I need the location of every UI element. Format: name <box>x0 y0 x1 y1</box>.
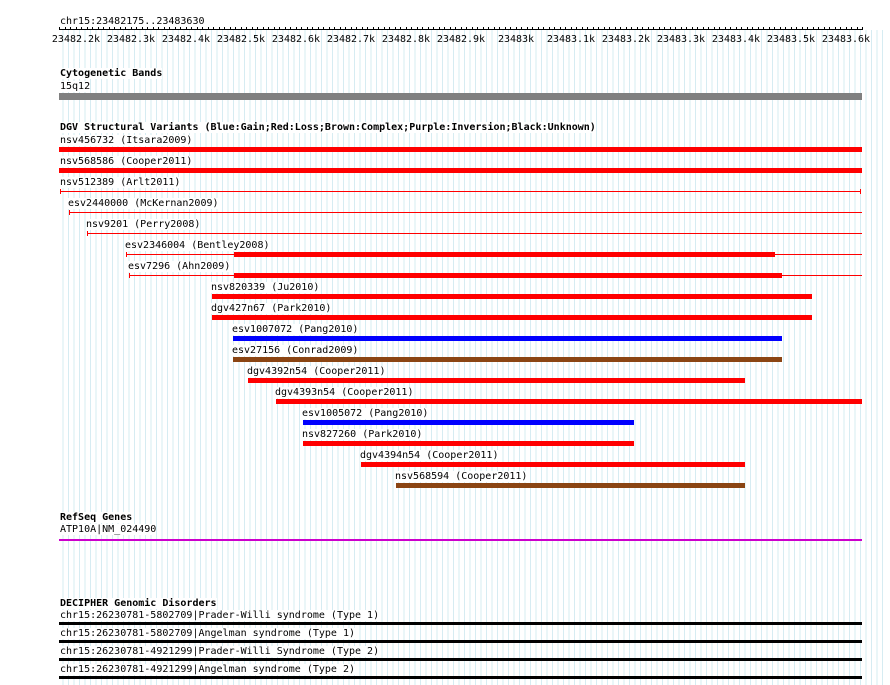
ruler-minor-tick <box>521 27 522 30</box>
ruler-tick-label: 23483.2k <box>601 34 651 45</box>
variant-bar-dgv4392n54[interactable] <box>248 378 745 383</box>
ruler-minor-tick <box>675 27 676 30</box>
variant-bar-dgv427n67[interactable] <box>212 315 812 320</box>
ruler-tick-label: 23483.1k <box>546 34 596 45</box>
ruler-minor-tick <box>186 27 187 30</box>
ruler-tick-label: 23482.9k <box>436 34 486 45</box>
ruler-minor-tick <box>318 27 319 30</box>
variant-label[interactable]: dgv4393n54 (Cooper2011) <box>275 387 414 398</box>
ruler-minor-tick <box>301 27 302 30</box>
ruler-minor-tick <box>197 27 198 30</box>
ruler-minor-tick <box>510 27 511 30</box>
variant-bar-nsv820339[interactable] <box>212 294 812 299</box>
ruler-tick-label: 23482.6k <box>271 34 321 45</box>
ruler-minor-tick <box>703 27 704 30</box>
ruler-minor-tick <box>175 27 176 30</box>
ruler-minor-tick <box>780 27 781 30</box>
ruler-minor-tick <box>477 27 478 30</box>
ruler-minor-tick <box>230 27 231 30</box>
ruler-tick-label: 23483.5k <box>766 34 816 45</box>
ruler-minor-tick <box>257 27 258 30</box>
variant-label[interactable]: nsv568594 (Cooper2011) <box>395 471 528 482</box>
ruler-minor-tick <box>400 27 401 30</box>
ruler-minor-tick <box>615 27 616 30</box>
ruler-minor-tick <box>648 27 649 30</box>
decipher-bar[interactable] <box>59 676 862 679</box>
ruler-minor-tick <box>439 27 440 30</box>
ruler-minor-tick <box>862 27 863 30</box>
decipher-bar[interactable] <box>59 658 862 661</box>
variant-bar-nsv568594[interactable] <box>396 483 745 488</box>
ruler-minor-tick <box>356 27 357 30</box>
ruler-minor-tick <box>807 27 808 30</box>
ruler-minor-tick <box>428 27 429 30</box>
ruler-minor-tick <box>593 27 594 30</box>
variant-cap <box>69 210 70 215</box>
ruler-minor-tick <box>791 27 792 30</box>
variant-cap <box>60 189 61 194</box>
cytoband-label: 15q12 <box>60 81 91 92</box>
variant-label[interactable]: nsv456732 (Itsara2009) <box>60 135 193 146</box>
ruler-minor-tick <box>538 27 539 30</box>
variant-bar-nsv827260[interactable] <box>303 441 634 446</box>
decipher-item-label[interactable]: chr15:26230781-5802709|Angelman syndrome (Type 1) <box>60 628 356 639</box>
variant-bar-esv7296[interactable] <box>234 273 782 278</box>
ruler-minor-tick <box>598 27 599 30</box>
ruler-minor-tick <box>92 27 93 30</box>
ruler-minor-tick <box>554 27 555 30</box>
variant-bar-esv2346004[interactable] <box>234 252 775 257</box>
ruler-minor-tick <box>98 27 99 30</box>
refseq-gene-intron-line[interactable] <box>59 539 862 541</box>
ruler-tick-label: 23483.4k <box>711 34 761 45</box>
ruler-minor-tick <box>136 27 137 30</box>
variant-label[interactable]: nsv9201 (Perry2008) <box>86 219 201 230</box>
ruler-minor-tick <box>670 27 671 30</box>
ruler-minor-tick <box>543 27 544 30</box>
ruler-minor-tick <box>752 27 753 30</box>
region-label: chr15:23482175..23483630 <box>60 16 205 27</box>
ruler-minor-tick <box>455 27 456 30</box>
ruler-minor-tick <box>741 27 742 30</box>
ruler-tick-label: 23483.3k <box>656 34 706 45</box>
ruler-minor-tick <box>417 27 418 30</box>
ruler-minor-tick <box>433 27 434 30</box>
ruler-minor-tick <box>472 27 473 30</box>
variant-label[interactable]: esv7296 (Ahn2009) <box>128 261 231 272</box>
variant-cap <box>126 252 127 257</box>
ruler-minor-tick <box>483 27 484 30</box>
ruler-minor-tick <box>340 27 341 30</box>
ruler-minor-tick <box>576 27 577 30</box>
ruler-minor-tick <box>65 27 66 30</box>
ruler-minor-tick <box>499 27 500 30</box>
ruler-minor-tick <box>818 27 819 30</box>
ruler-minor-tick <box>307 27 308 30</box>
ruler-minor-tick <box>461 27 462 30</box>
ruler-minor-tick <box>626 27 627 30</box>
variant-bar-dgv4394n54[interactable] <box>361 462 745 467</box>
ruler-minor-tick <box>235 27 236 30</box>
ruler-minor-tick <box>411 27 412 30</box>
ruler-minor-tick <box>362 27 363 30</box>
dgv-track-title: DGV Structural Variants (Blue:Gain;Red:Loss;Brown:Complex;Purple:Inversion;Black:Unknown) <box>60 122 596 133</box>
cytoband-bar[interactable] <box>59 93 862 100</box>
variant-label[interactable]: esv2346004 (Bentley2008) <box>125 240 270 251</box>
ruler-tick-label: 23482.5k <box>216 34 266 45</box>
ruler-minor-tick <box>582 27 583 30</box>
ruler-minor-tick <box>637 27 638 30</box>
ruler-minor-tick <box>609 27 610 30</box>
ruler-minor-tick <box>444 27 445 30</box>
variant-bar-esv1007072[interactable] <box>233 336 782 341</box>
ruler-minor-tick <box>131 27 132 30</box>
ruler-minor-tick <box>730 27 731 30</box>
ruler-minor-tick <box>406 27 407 30</box>
ruler-minor-tick <box>846 27 847 30</box>
decipher-track-title: DECIPHER Genomic Disorders <box>60 598 217 609</box>
ruler-minor-tick <box>681 27 682 30</box>
ruler-minor-tick <box>246 27 247 30</box>
cytoband-track-title: Cytogenetic Bands <box>60 68 163 79</box>
ruler-tick-label: 23482.7k <box>326 34 376 45</box>
decipher-item-label[interactable]: chr15:26230781-4921299|Prader-Willi Syndrome (Type 2) <box>60 646 380 657</box>
ruler-minor-tick <box>351 27 352 30</box>
ruler-minor-tick <box>81 27 82 30</box>
variant-label[interactable]: esv1005072 (Pang2010) <box>302 408 429 419</box>
decipher-bar[interactable] <box>59 640 862 643</box>
ruler-minor-tick <box>219 27 220 30</box>
ruler-tick-label: 23482.8k <box>381 34 431 45</box>
ruler-minor-tick <box>296 27 297 30</box>
ruler-minor-tick <box>147 27 148 30</box>
ruler-minor-tick <box>659 27 660 30</box>
ruler-minor-tick <box>505 27 506 30</box>
ruler-minor-tick <box>527 27 528 30</box>
ruler-minor-tick <box>103 27 104 30</box>
ruler-minor-tick <box>378 27 379 30</box>
variant-label[interactable]: dgv4392n54 (Cooper2011) <box>247 366 386 377</box>
ruler-minor-tick <box>664 27 665 30</box>
ruler-minor-tick <box>494 27 495 30</box>
ruler-minor-tick <box>708 27 709 30</box>
variant-bar-esv27156[interactable] <box>233 357 782 362</box>
ruler-minor-tick <box>389 27 390 30</box>
ruler-minor-tick <box>692 27 693 30</box>
ruler-minor-tick <box>851 27 852 30</box>
variant-label[interactable]: dgv4394n54 (Cooper2011) <box>360 450 499 461</box>
ruler-minor-tick <box>76 27 77 30</box>
ruler-tick-label: 23483.6k <box>821 34 871 45</box>
ruler-minor-tick <box>571 27 572 30</box>
ruler-minor-tick <box>736 27 737 30</box>
variant-label[interactable]: esv2440000 (McKernan2009) <box>68 198 219 209</box>
ruler-minor-tick <box>697 27 698 30</box>
refseq-track-title: RefSeq Genes <box>60 512 133 523</box>
ruler-minor-tick <box>796 27 797 30</box>
variant-label[interactable]: nsv568586 (Cooper2011) <box>60 156 193 167</box>
variant-cap <box>87 231 88 236</box>
ruler-minor-tick <box>120 27 121 30</box>
ruler-tick-label: 23482.4k <box>161 34 211 45</box>
ruler-minor-tick <box>565 27 566 30</box>
ruler-minor-tick <box>829 27 830 30</box>
ruler-minor-tick <box>268 27 269 30</box>
ruler-minor-tick <box>329 27 330 30</box>
ruler-minor-tick <box>164 27 165 30</box>
variant-label[interactable]: dgv427n67 (Park2010) <box>211 303 332 314</box>
ruler-minor-tick <box>395 27 396 30</box>
ruler-minor-tick <box>560 27 561 30</box>
ruler-minor-tick <box>153 27 154 30</box>
ruler-minor-tick <box>631 27 632 30</box>
variant-bar-nsv568586[interactable] <box>59 168 862 173</box>
ruler-minor-tick <box>125 27 126 30</box>
variant-label[interactable]: esv27156 (Conrad2009) <box>232 345 359 356</box>
ruler-minor-tick <box>532 27 533 30</box>
ruler-minor-tick <box>323 27 324 30</box>
ruler-minor-tick <box>279 27 280 30</box>
ruler-minor-tick <box>224 27 225 30</box>
ruler-minor-tick <box>285 27 286 30</box>
ruler-minor-tick <box>725 27 726 30</box>
ruler-minor-tick <box>70 27 71 30</box>
ruler-minor-tick <box>367 27 368 30</box>
ruler-minor-tick <box>758 27 759 30</box>
variant-line-nsv512389[interactable] <box>60 191 861 192</box>
decipher-item-label[interactable]: chr15:26230781-4921299|Angelman syndrome (Type 2) <box>60 664 356 675</box>
ruler-minor-tick <box>345 27 346 30</box>
ruler-minor-tick <box>213 27 214 30</box>
ruler-minor-tick <box>835 27 836 30</box>
ruler-minor-tick <box>241 27 242 30</box>
ruler-minor-tick <box>290 27 291 30</box>
ruler-minor-tick <box>263 27 264 30</box>
ruler-minor-tick <box>180 27 181 30</box>
ruler-minor-tick <box>686 27 687 30</box>
decipher-item-label[interactable]: chr15:26230781-5802709|Prader-Willi syndrome (Type 1) <box>60 610 380 621</box>
ruler-minor-tick <box>109 27 110 30</box>
ruler-tick-label: 23482.2k <box>51 34 101 45</box>
ruler-minor-tick <box>252 27 253 30</box>
ruler-minor-tick <box>587 27 588 30</box>
ruler-minor-tick <box>87 27 88 30</box>
ruler-minor-tick <box>142 27 143 30</box>
ruler-minor-tick <box>114 27 115 30</box>
ruler-minor-tick <box>466 27 467 30</box>
ruler-minor-tick <box>191 27 192 30</box>
variant-line-esv2440000[interactable] <box>69 212 862 213</box>
ruler-tick-label: 23482.3k <box>106 34 156 45</box>
ruler-minor-tick <box>274 27 275 30</box>
ruler-minor-tick <box>714 27 715 30</box>
variant-bar-nsv456732[interactable] <box>59 147 862 152</box>
ruler-minor-tick <box>604 27 605 30</box>
variant-label[interactable]: nsv827260 (Park2010) <box>302 429 423 440</box>
variant-label[interactable]: nsv512389 (Arlt2011) <box>60 177 181 188</box>
variant-line-nsv9201[interactable] <box>87 233 862 234</box>
ruler-minor-tick <box>208 27 209 30</box>
ruler-minor-tick <box>774 27 775 30</box>
variant-label[interactable]: esv1007072 (Pang2010) <box>232 324 359 335</box>
ruler-minor-tick <box>763 27 764 30</box>
ruler-minor-tick <box>620 27 621 30</box>
variant-bar-dgv4393n54[interactable] <box>276 399 862 404</box>
ruler-minor-tick <box>384 27 385 30</box>
ruler-minor-tick <box>840 27 841 30</box>
ruler-minor-tick <box>169 27 170 30</box>
ruler-minor-tick <box>422 27 423 30</box>
refseq-gene-label[interactable]: ATP10A|NM_024490 <box>60 524 157 535</box>
ruler-minor-tick <box>158 27 159 30</box>
variant-cap <box>129 273 130 278</box>
ruler-minor-tick <box>719 27 720 30</box>
ruler-minor-tick <box>549 27 550 30</box>
ruler-minor-tick <box>59 27 60 30</box>
ruler-minor-tick <box>373 27 374 30</box>
ruler-minor-tick <box>642 27 643 30</box>
variant-cap <box>860 189 861 194</box>
ruler-minor-tick <box>769 27 770 30</box>
decipher-bar[interactable] <box>59 622 862 625</box>
variant-label[interactable]: nsv820339 (Ju2010) <box>211 282 320 293</box>
ruler-minor-tick <box>785 27 786 30</box>
ruler-minor-tick <box>312 27 313 30</box>
ruler-minor-tick <box>516 27 517 30</box>
ruler-minor-tick <box>824 27 825 30</box>
ruler-minor-tick <box>488 27 489 30</box>
ruler-tick-label: 23483k <box>497 34 535 45</box>
ruler-minor-tick <box>450 27 451 30</box>
ruler-minor-tick <box>747 27 748 30</box>
ruler-minor-tick <box>334 27 335 30</box>
ruler-minor-tick <box>813 27 814 30</box>
variant-bar-esv1005072[interactable] <box>303 420 634 425</box>
ruler-minor-tick <box>802 27 803 30</box>
ruler-minor-tick <box>653 27 654 30</box>
ruler-minor-tick <box>202 27 203 30</box>
ruler-minor-tick <box>857 27 858 30</box>
